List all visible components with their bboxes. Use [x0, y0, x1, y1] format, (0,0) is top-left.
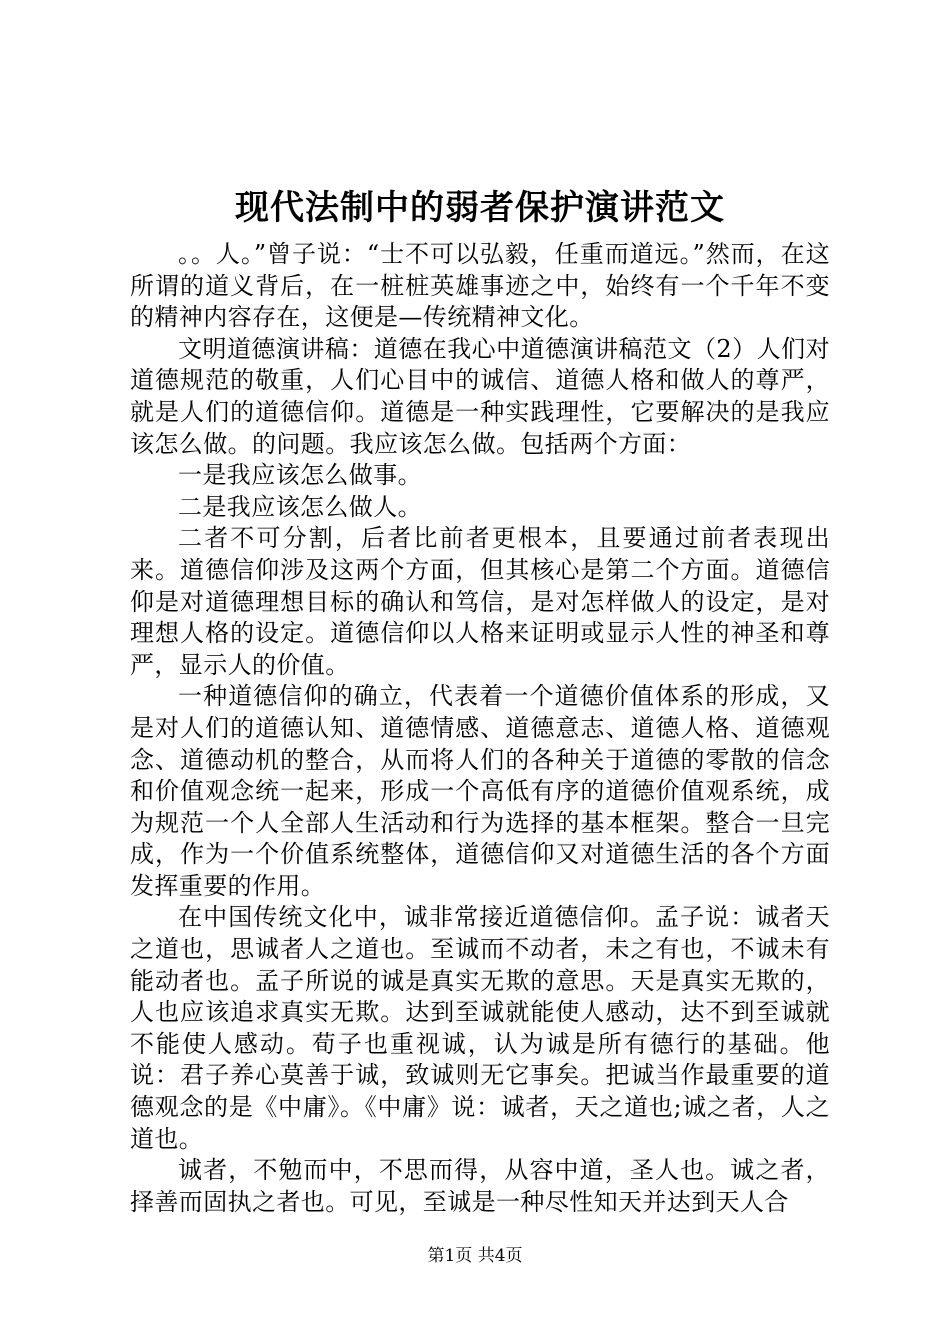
paragraph: 诚者，不勉而中，不思而得，从容中道，圣人也。诚之者，择善而固执之者也。可见，至诚是一种尽性知天并达到天人合	[130, 1156, 830, 1216]
paragraph: 一种道德信仰的确立，代表着一个道德价值体系的形成，又是对人们的道德认知、道德情感、道德意志、道德人格、道德观念、道德动机的整合，从而将人们的各种关于道德的零散的信念和价值观念统一起来，形成一个高低有序的道德价值观系统，成为规范一个人全部人生活动和行为选择的基本框架。整合一旦完成，作为一个价值系统整体，道德信仰又对道德生活的各个方面发挥重要的作用。	[130, 682, 830, 900]
paragraph: 在中国传统文化中，诚非常接近道德信仰。孟子说：诚者天之道也，思诚者人之道也。至诚而不动者，未之有也，不诚未有能动者也。孟子所说的诚是真实无欺的意思。天是真实无欺的，人也应该追求真实无欺。达到至诚就能使人感动，达不到至诚就不能使人感动。荀子也重视诚，认为诚是所有德行的基础。他说：君子养心莫善于诚，致诚则无它事矣。把诚当作最重要的道德观念的是《中庸》。《中庸》说：诚者，天之道也;诚之者，人之道也。	[130, 903, 830, 1153]
document-title: 现代法制中的弱者保护演讲范文	[235, 188, 725, 228]
document-body	[130, 239, 830, 1218]
paragraph: 。。人。”曾子说：“士不可以弘毅，任重而道远。”然而，在这所谓的道义背后，在一桩桩英雄事迹之中，始终有一个千年不变的精神内容存在，这便是—传统精神文化。	[130, 240, 830, 332]
paragraph: 文明道德演讲稿：道德在我心中道德演讲稿范文（2）人们对道德规范的敬重，人们心目中的诚信、道德人格和做人的尊严，就是人们的道德信仰。道德是一种实践理性，它要解决的是我应该怎么做。的问题。我应该怎么做。包括两个方面：	[130, 334, 830, 458]
paragraph: 二是我应该怎么做人。	[178, 492, 422, 521]
paragraph: 一是我应该怎么做事。	[178, 461, 422, 490]
page-footer: 第1页 共4页	[427, 1246, 523, 1266]
paragraph: 二者不可分割，后者比前者更根本，且要通过前者表现出来。道德信仰涉及这两个方面，但其核心是第二个方面。道德信仰是对道德理想目标的确认和笃信，是对怎样做人的设定，是对理想人格的设定。道德信仰以人格来证明或显示人性的神圣和尊严，显示人的价值。	[130, 524, 830, 679]
